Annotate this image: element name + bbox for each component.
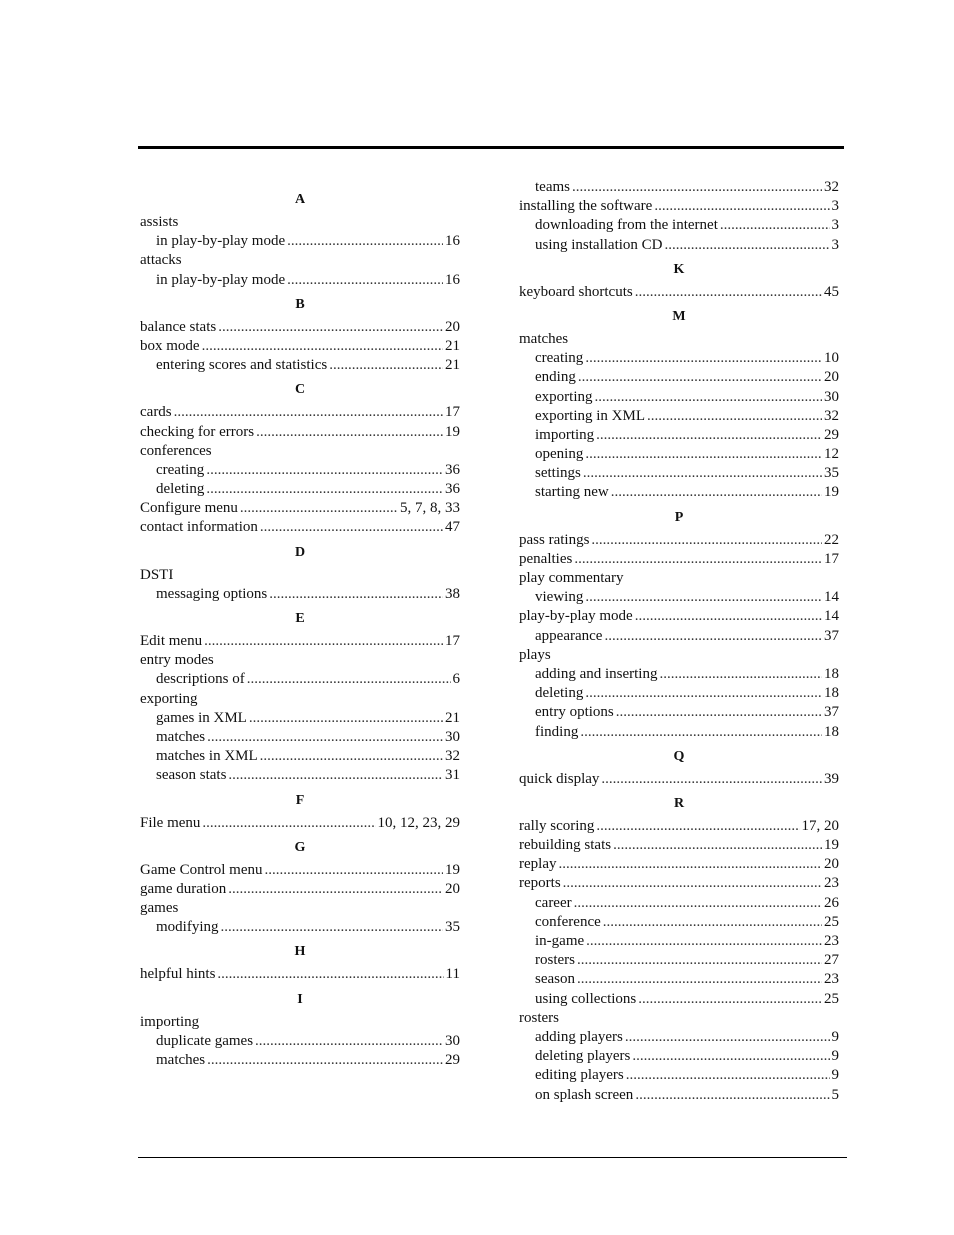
index-subentry (519, 951, 839, 970)
leader-dots (583, 464, 822, 483)
entry-term: matches in XML (156, 748, 258, 765)
entry-term: using installation CD (535, 236, 663, 253)
page-number: 25 (824, 990, 839, 1007)
index-entry (519, 283, 839, 302)
index-entry (519, 330, 839, 349)
index-entry (140, 499, 460, 518)
leader-dots (206, 461, 443, 480)
leader-dots (572, 178, 822, 197)
index-entry (140, 690, 460, 709)
index-entry (140, 337, 460, 356)
page-number: 36 (445, 481, 460, 498)
entry-term: matches (156, 1052, 206, 1068)
entry-term: importing (140, 1013, 200, 1030)
page-number: 31 (445, 767, 460, 784)
index-subentry (140, 918, 460, 937)
section-letter: K (673, 261, 685, 277)
entry-term: Game Control menu (140, 861, 263, 878)
page-number: 32 (824, 407, 839, 424)
entry-term: plays (519, 646, 551, 663)
page-number: 23 (824, 875, 839, 892)
leader-dots (585, 588, 822, 607)
page-number: 5 (831, 1086, 839, 1103)
leader-dots (269, 585, 443, 604)
index-entry (519, 550, 839, 569)
entry-term: season stats (156, 767, 227, 784)
entry-term: attacks (140, 252, 182, 269)
entry-term: exporting (140, 690, 198, 707)
index-subentry (140, 709, 460, 728)
index-subentry (519, 388, 839, 407)
leader-dots (207, 728, 443, 747)
index-subentry (519, 684, 839, 703)
index-subentry (519, 1086, 839, 1105)
index-subentry (140, 1051, 460, 1070)
entry-term: deleting (156, 481, 205, 498)
page-number: 9 (831, 1067, 839, 1084)
page-number: 23 (824, 971, 839, 988)
section-letter: R (673, 795, 685, 811)
index-entry (519, 874, 839, 893)
index-entry (140, 861, 460, 880)
index-subentry (140, 585, 460, 604)
index-subentry (519, 178, 839, 197)
leader-dots (577, 970, 822, 989)
index-subentry (140, 766, 460, 785)
entry-term: exporting (535, 388, 593, 405)
page-number: 10 (824, 350, 839, 367)
entry-term: importing (535, 426, 595, 443)
index-subentry (519, 1066, 839, 1085)
entry-term: using collections (535, 990, 637, 1007)
index-subentry (519, 990, 839, 1009)
entry-term: entry options (535, 704, 614, 721)
entry-term: game duration (140, 880, 227, 897)
page-number: 20 (824, 856, 839, 873)
leader-dots (665, 236, 830, 255)
leader-dots (586, 932, 822, 951)
index-entry (140, 1013, 460, 1032)
entry-term: helpful hints (140, 966, 216, 983)
entry-term: rosters (535, 952, 575, 969)
entry-term: creating (535, 350, 584, 367)
section-letter: P (674, 509, 684, 525)
page-number: 27 (824, 952, 839, 969)
entry-term: finding (535, 723, 579, 740)
page-number: 14 (824, 608, 839, 625)
section-letter: A (294, 192, 306, 207)
section-letter: H (294, 944, 306, 960)
entry-term: starting new (535, 484, 609, 501)
leader-dots (596, 426, 822, 445)
leader-dots (574, 550, 822, 569)
entry-term: in-game (535, 933, 585, 949)
page-number: 20 (824, 369, 839, 386)
leader-dots (654, 197, 829, 216)
index-entry (519, 607, 839, 626)
index-subentry (519, 236, 839, 255)
index-entry (140, 318, 460, 337)
page-number: 12 (824, 446, 839, 463)
page-number: 19 (824, 837, 839, 854)
index-subentry (519, 368, 839, 387)
index-subentry (519, 426, 839, 445)
header-rule (138, 146, 844, 149)
entry-term: matches (156, 728, 206, 745)
leader-dots (635, 283, 822, 302)
leader-dots (585, 349, 822, 368)
page-number: 36 (445, 461, 460, 478)
page-number: 19 (445, 861, 460, 878)
index-entry (140, 518, 460, 537)
page-number: 23 (824, 933, 839, 949)
leader-dots (207, 1051, 443, 1070)
page-number: 30 (445, 728, 460, 745)
page-number: 18 (824, 723, 839, 740)
page-number: 11 (445, 966, 460, 983)
page-number: 19 (824, 484, 839, 501)
index-subentry (519, 913, 839, 932)
index-subentry (140, 1032, 460, 1051)
index-entry (140, 423, 460, 442)
entry-term: File menu (140, 814, 201, 831)
index-entry (519, 569, 839, 588)
entry-term: season (535, 971, 575, 988)
leader-dots (256, 423, 443, 442)
index-subentry (519, 894, 839, 913)
entry-term: entering scores and statistics (156, 357, 328, 374)
page-number: 21 (445, 709, 460, 726)
page-number: 17 (824, 550, 839, 567)
index-entry (140, 442, 460, 461)
entry-term: play commentary (519, 570, 624, 586)
leader-dots (228, 880, 443, 899)
page-number: 20 (445, 318, 460, 335)
leader-dots (228, 766, 443, 785)
index-entry (519, 855, 839, 874)
entry-term: downloading from the internet (535, 217, 718, 234)
index-entry (140, 403, 460, 422)
index-column-right (519, 178, 839, 1105)
entry-term: conferences (140, 442, 212, 459)
page-number: 29 (445, 1052, 460, 1068)
section-letter: G (294, 839, 306, 855)
entry-term: pass ratings (519, 531, 590, 548)
page-number: 35 (445, 919, 460, 936)
leader-dots (595, 388, 823, 407)
index-subentry (519, 1028, 839, 1047)
page-number: 29 (824, 426, 839, 443)
page-number: 16 (445, 233, 460, 250)
entry-term: appearance (535, 627, 603, 644)
index-subentry (519, 932, 839, 951)
page-number: 9 (831, 1048, 839, 1065)
index-subentry (519, 723, 839, 742)
leader-dots (580, 723, 822, 742)
page-number: 17 (445, 404, 460, 421)
page-number: 37 (824, 704, 839, 721)
page-number: 30 (445, 1032, 460, 1049)
entry-term: descriptions of (156, 671, 245, 688)
entry-term: reports (519, 875, 561, 892)
index-subentry (140, 728, 460, 747)
leader-dots (638, 990, 822, 1009)
leader-dots (563, 874, 822, 893)
entry-term: replay (519, 856, 557, 873)
entry-term: modifying (156, 919, 219, 936)
page-number: 37 (824, 627, 839, 644)
leader-dots (603, 913, 822, 932)
page-number: 32 (824, 179, 839, 195)
leader-dots (585, 445, 822, 464)
page-number: 26 (824, 894, 839, 911)
leader-dots (632, 1047, 829, 1066)
entry-term: contact information (140, 519, 258, 536)
index-subentry (140, 356, 460, 375)
index-subentry (140, 747, 460, 766)
entry-term: games in XML (156, 709, 247, 726)
leader-dots (720, 216, 830, 235)
leader-dots (647, 407, 822, 426)
page-number: 14 (824, 589, 839, 606)
leader-dots (202, 814, 375, 833)
entry-term: quick display (519, 770, 600, 787)
page-number: 47 (445, 519, 460, 536)
leader-dots (202, 337, 443, 356)
index-subentry (140, 461, 460, 480)
page-number: 16 (445, 271, 460, 288)
entry-term: installing the software (519, 198, 653, 215)
section-letter: Q (673, 748, 685, 764)
index-entry (519, 1009, 839, 1028)
leader-dots (558, 855, 822, 874)
page-number: 30 (824, 388, 839, 405)
entry-term: adding and inserting (535, 665, 658, 682)
leader-dots (578, 368, 822, 387)
leader-dots (577, 951, 822, 970)
leader-dots (604, 627, 822, 646)
leader-dots (625, 1028, 830, 1047)
index-entry (519, 770, 839, 789)
entry-term: rebuilding stats (519, 837, 612, 854)
page-number: 17 (445, 633, 460, 649)
index-subentry (519, 1047, 839, 1066)
page-number: 9 (831, 1028, 839, 1045)
entry-term: Configure menu (140, 500, 238, 517)
leader-dots (217, 965, 443, 984)
section-letter: M (672, 308, 686, 324)
entry-term: exporting in XML (535, 407, 645, 424)
index-subentry (519, 588, 839, 607)
entry-term: settings (535, 465, 581, 482)
leader-dots (611, 483, 822, 502)
entry-term: editing players (535, 1067, 624, 1084)
leader-dots (247, 670, 451, 689)
index-entry (140, 880, 460, 899)
page-number: 5, 7, 8, 33 (400, 500, 460, 517)
index-subentry (519, 665, 839, 684)
entry-term: rally scoring (519, 817, 595, 834)
index-subentry (519, 627, 839, 646)
entry-term: deleting (535, 685, 584, 702)
page-number: 18 (824, 665, 839, 682)
entry-term: in play-by-play mode (156, 233, 286, 250)
leader-dots (596, 817, 799, 836)
section-letter: E (295, 611, 305, 626)
leader-dots (260, 747, 443, 766)
leader-dots (255, 1032, 443, 1051)
footer-rule (138, 1157, 847, 1158)
index-entry (519, 836, 839, 855)
entry-term: Edit menu (140, 633, 203, 649)
entry-term: viewing (535, 589, 584, 606)
index-subentry (519, 483, 839, 502)
index-entry (140, 814, 460, 833)
leader-dots (659, 665, 822, 684)
index-entry (519, 197, 839, 216)
leader-dots (601, 770, 822, 789)
leader-dots (221, 918, 444, 937)
entry-term: on splash screen (535, 1086, 634, 1103)
page-number: 21 (445, 337, 460, 354)
index-subentry (519, 349, 839, 368)
index-entry (140, 213, 460, 232)
page-number: 32 (445, 748, 460, 765)
section-letter: C (294, 382, 306, 398)
entry-term: DSTI (140, 566, 174, 583)
entry-term: messaging options (156, 585, 268, 602)
entry-term: keyboard shortcuts (519, 283, 633, 300)
page-number: 21 (445, 357, 460, 374)
index-subentry (519, 445, 839, 464)
entry-term: penalties (519, 550, 573, 567)
index-subentry (519, 703, 839, 722)
page-number: 3 (831, 217, 839, 234)
entry-term: ending (535, 369, 576, 386)
entry-term: opening (535, 446, 584, 463)
entry-term: teams (535, 179, 570, 195)
leader-dots (206, 480, 443, 499)
entry-term: entry modes (140, 652, 214, 669)
page-number: 17, 20 (801, 817, 839, 834)
section-letter: I (297, 991, 303, 1007)
leader-dots (591, 531, 822, 550)
entry-term: in play-by-play mode (156, 271, 286, 288)
index-entry (519, 531, 839, 550)
page-number: 35 (824, 465, 839, 482)
leader-dots (626, 1066, 830, 1085)
entry-term: conference (535, 913, 601, 930)
index-entry (140, 632, 460, 651)
index-subentry (519, 970, 839, 989)
page-number: 6 (452, 671, 460, 688)
leader-dots (249, 709, 443, 728)
index-subentry (140, 480, 460, 499)
page-number: 25 (824, 913, 839, 930)
index-entry (140, 566, 460, 585)
entry-term: play-by-play mode (519, 608, 633, 625)
leader-dots (287, 232, 443, 251)
index-column-left (140, 185, 460, 1070)
section-letter: B (295, 296, 305, 312)
index-subentry (519, 464, 839, 483)
index-subentry (140, 271, 460, 290)
page-number: 22 (824, 531, 839, 548)
leader-dots (635, 1086, 829, 1105)
entry-term: matches (519, 330, 569, 347)
index-entry (140, 651, 460, 670)
page-number: 39 (824, 770, 839, 787)
section-letter: D (294, 544, 306, 560)
leader-dots (174, 403, 443, 422)
leader-dots (574, 894, 822, 913)
entry-term: games (140, 900, 179, 917)
index-entry (140, 965, 460, 984)
leader-dots (329, 356, 443, 375)
page-number: 18 (824, 685, 839, 702)
leader-dots (240, 499, 398, 518)
leader-dots (260, 518, 443, 537)
index-subentry (140, 670, 460, 689)
entry-term: assists (140, 214, 179, 230)
page-number: 3 (831, 236, 839, 253)
index-entry (519, 646, 839, 665)
page-number: 20 (445, 880, 460, 897)
entry-term: cards (140, 404, 172, 421)
entry-term: adding players (535, 1028, 623, 1045)
index-subentry (519, 407, 839, 426)
entry-term: balance stats (140, 318, 217, 335)
page-number: 10, 12, 23, 29 (377, 814, 460, 831)
index-subentry (140, 232, 460, 251)
page-number: 45 (824, 283, 839, 300)
leader-dots (635, 607, 822, 626)
leader-dots (585, 684, 822, 703)
entry-term: duplicate games (156, 1032, 254, 1049)
page-number: 19 (445, 423, 460, 440)
index-entry (140, 899, 460, 918)
index-entry (140, 251, 460, 270)
index-entry (519, 817, 839, 836)
entry-term: rosters (519, 1009, 559, 1026)
page-number: 38 (445, 585, 460, 602)
leader-dots (616, 703, 822, 722)
leader-dots (287, 271, 443, 290)
leader-dots (264, 861, 443, 880)
index-subentry (519, 216, 839, 235)
section-letter: F (295, 792, 305, 808)
entry-term: career (535, 894, 572, 911)
leader-dots (613, 836, 822, 855)
entry-term: checking for errors (140, 423, 255, 440)
entry-term: box mode (140, 337, 200, 354)
entry-term: creating (156, 461, 205, 478)
leader-dots (204, 632, 443, 651)
page-number: 3 (831, 198, 839, 215)
leader-dots (218, 318, 443, 337)
entry-term: deleting players (535, 1048, 631, 1065)
